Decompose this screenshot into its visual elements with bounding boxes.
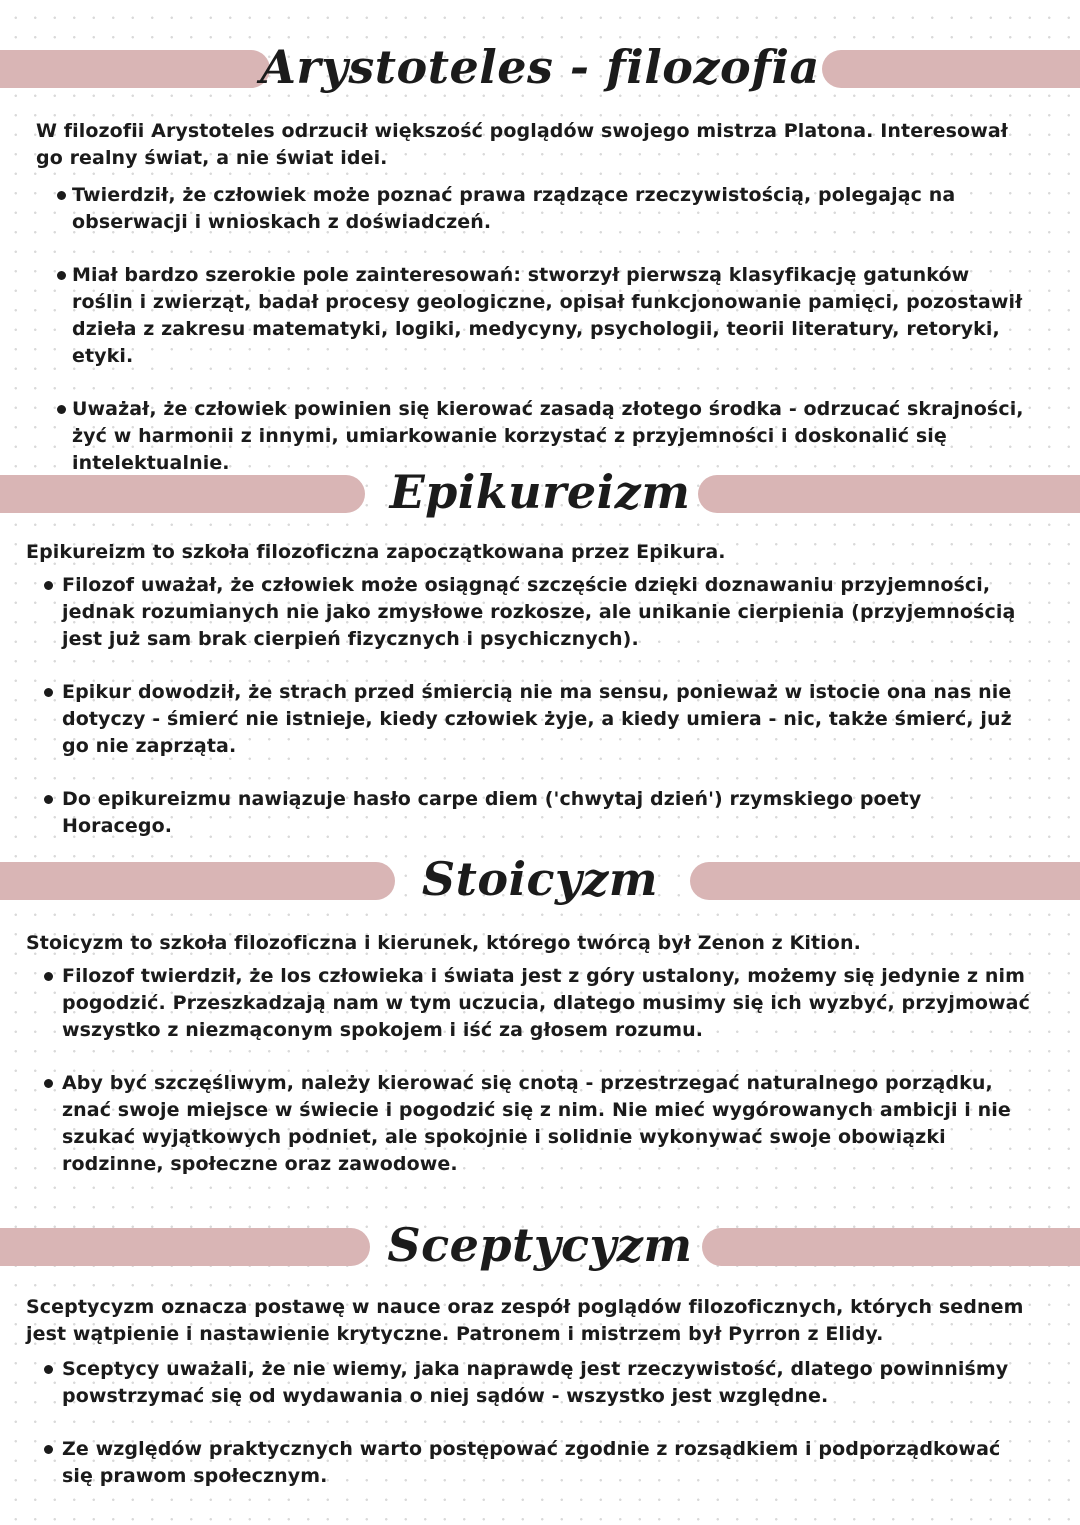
section-sceptycyzm bbox=[0, 1208, 1080, 1490]
bullet-list bbox=[62, 963, 1030, 1178]
bullet-dot-icon bbox=[44, 795, 53, 804]
section-header bbox=[0, 1208, 1080, 1282]
section-intro: Stoicyzm to szkoła filozoficzna i kierunek, którego twórcą był Zenon z Kition. bbox=[26, 932, 861, 954]
section-intro: W filozofii Arystoteles odrzucił większość poglądów swojego mistrza Platona. Interesował go realny świat, a nie świat idei. bbox=[36, 120, 1008, 169]
bullet-item: Do epikureizmu nawiązuje hasło carpe diem ('chwytaj dzień') rzymskiego poety Horacego. bbox=[62, 786, 1030, 840]
bullet-dot-icon bbox=[44, 1079, 53, 1088]
bullet-list bbox=[62, 572, 1030, 840]
bullet-dot-icon bbox=[44, 972, 53, 981]
bullet-item: Filozof twierdził, że los człowieka i świata jest z góry ustalony, możemy się jedynie z nim pogodzić. Przeszkadzają nam w tym uczucia, dlatego musimy się ich wyzbyć, przyjmować wszystko z niezmąconym spokojem i iść za głosem rozumu. bbox=[62, 963, 1030, 1044]
section-intro: Epikureizm to szkoła filozoficzna zapoczątkowana przez Epikura. bbox=[26, 541, 726, 563]
section-arystoteles bbox=[0, 30, 1080, 477]
bullet-list bbox=[72, 182, 1030, 477]
section-header bbox=[0, 30, 1080, 104]
section-heading: Stoicyzm bbox=[421, 852, 659, 906]
bullet-dot-icon bbox=[44, 1445, 53, 1454]
bullet-item: Uważał, że człowiek powinien się kierować zasadą złotego środka - odrzucać skrajności, żyć w harmonii z innymi, umiarkowanie korzystać z przyjemności i doskonalić się intelektualnie. bbox=[72, 396, 1030, 477]
bullet-list bbox=[62, 1356, 1030, 1490]
section-stoicyzm bbox=[0, 842, 1080, 1178]
bullet-item: Ze względów praktycznych warto postępować zgodnie z rozsądkiem i podporządkować się prawom społecznym. bbox=[62, 1436, 1030, 1490]
section-intro: Sceptycyzm oznacza postawę w nauce oraz zespół poglądów filozoficznych, których sednem jest wątpienie i nastawienie krytyczne. Patronem i mistrzem był Pyrron z Elidy. bbox=[26, 1296, 1024, 1345]
bullet-item: Aby być szczęśliwym, należy kierować się cnotą - przestrzegać naturalnego porządku, znać swoje miejsce w świecie i pogodzić się z nim. Nie mieć wygórowanych ambicji i nie szukać wyjątkowych podniet, ale spokojnie i solidnie wykonywać swoje obowiązki rodzinne, społeczne oraz zawodowe. bbox=[62, 1070, 1030, 1178]
bullet-item: Epikur dowodził, że strach przed śmiercią nie ma sensu, ponieważ w istocie ona nas nie dotyczy - śmierć nie istnieje, kiedy człowiek żyje, a kiedy umiera - nic, także śmierć, już go nie zaprząta. bbox=[62, 679, 1030, 760]
bullet-dot-icon bbox=[44, 1365, 53, 1374]
bullet-dot-icon bbox=[57, 191, 66, 200]
section-heading: Arystoteles - filozofia bbox=[260, 40, 820, 94]
bullet-item: Miał bardzo szerokie pole zainteresowań: stworzył pierwszą klasyfikację gatunków roślin i zwierząt, badał procesy geologiczne, opisał funkcjonowanie pamięci, pozostawił dzieła z zakresu matematyki, logiki, medycyny, psychologii, teorii literatury, retoryki, etyki. bbox=[72, 262, 1030, 370]
section-header bbox=[0, 455, 1080, 529]
section-header bbox=[0, 842, 1080, 916]
bullet-item: Sceptycy uważali, że nie wiemy, jaka naprawdę jest rzeczywistość, dlatego powinniśmy powstrzymać się od wydawania o niej sądów - wszystko jest względne. bbox=[62, 1356, 1030, 1410]
section-heading: Sceptycyzm bbox=[387, 1218, 693, 1272]
section-epikureizm bbox=[0, 455, 1080, 840]
bullet-dot-icon bbox=[57, 405, 66, 414]
bullet-item: Twierdził, że człowiek może poznać prawa rządzące rzeczywistością, polegając na obserwacji i wnioskach z doświadczeń. bbox=[72, 182, 1030, 236]
section-heading: Epikureizm bbox=[389, 465, 691, 519]
bullet-item: Filozof uważał, że człowiek może osiągnąć szczęście dzięki doznawaniu przyjemności, jednak rozumianych nie jako zmysłowe rozkosze, ale unikanie cierpienia (przyjemnością jest już sam brak cierpień fizycznych i psychicznych). bbox=[62, 572, 1030, 653]
bullet-dot-icon bbox=[44, 581, 53, 590]
bullet-dot-icon bbox=[57, 271, 66, 280]
bullet-dot-icon bbox=[44, 688, 53, 697]
